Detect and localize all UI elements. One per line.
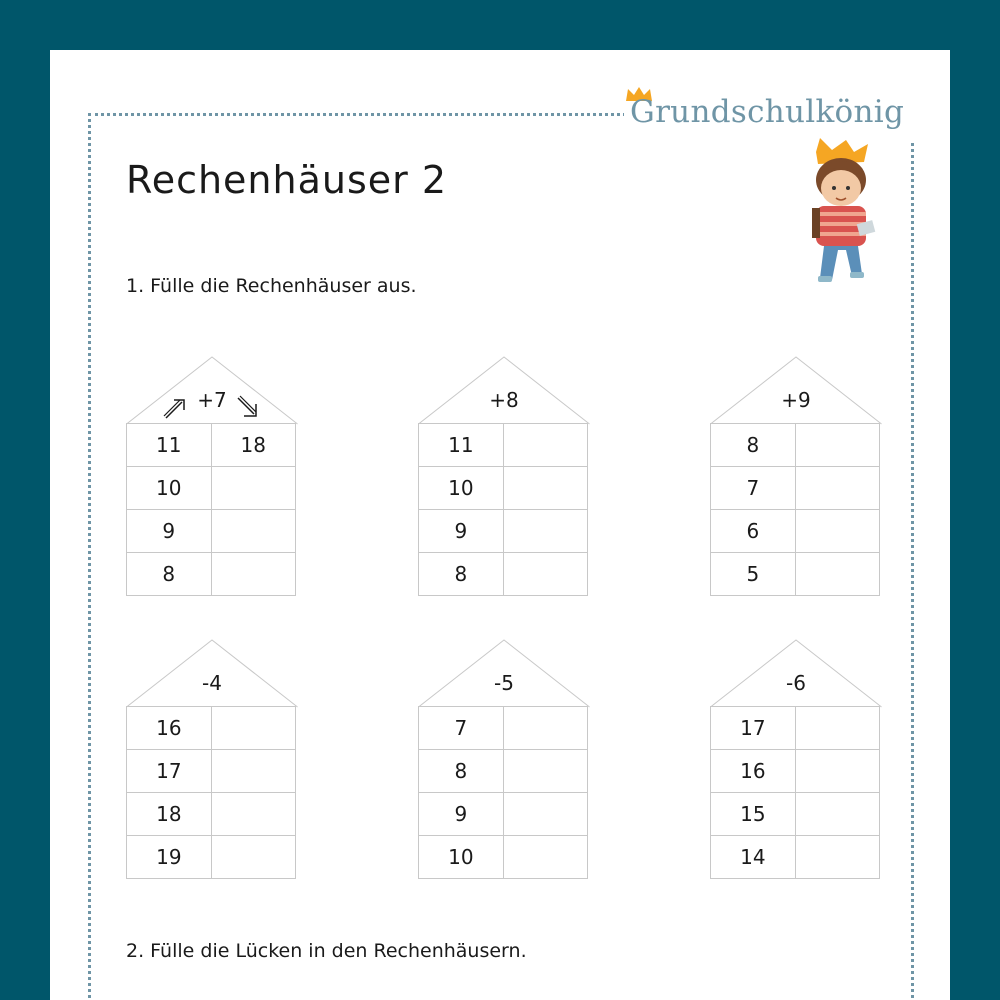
table-row [127, 707, 296, 750]
grid-cell[interactable] [211, 553, 296, 596]
grid-cell: 16 [127, 707, 212, 750]
table-row [419, 553, 588, 596]
table-row [419, 467, 588, 510]
rechenhaus-1 [126, 356, 298, 596]
table-row [127, 467, 296, 510]
grid-cell[interactable] [503, 836, 587, 879]
table-row [711, 467, 880, 510]
grid-cell[interactable] [503, 424, 587, 467]
table-row [711, 553, 880, 596]
grid-cell[interactable] [503, 707, 587, 750]
grid-cell: 10 [127, 467, 212, 510]
house-operator: -6 [786, 671, 806, 695]
house-grid [710, 423, 880, 596]
grid-cell[interactable] [503, 750, 587, 793]
worksheet-page [50, 50, 950, 1000]
table-row [127, 793, 296, 836]
table-row [127, 553, 296, 596]
rechenhaus-5 [418, 639, 590, 879]
table-row [711, 707, 880, 750]
table-row [419, 707, 588, 750]
grid-cell: 5 [711, 553, 796, 596]
grid-cell[interactable] [503, 510, 587, 553]
rechenhaus-3 [710, 356, 882, 596]
grid-cell[interactable] [211, 467, 296, 510]
rechenhaus-4 [126, 639, 298, 879]
table-row [127, 750, 296, 793]
house-grid [126, 706, 296, 879]
grid-cell: 17 [711, 707, 796, 750]
instruction-2: 2. Fülle die Lücken in den Rechenhäusern. [126, 940, 527, 962]
grid-cell[interactable] [795, 467, 879, 510]
grid-cell[interactable] [211, 750, 295, 793]
table-row [127, 510, 296, 553]
house-operator: -5 [494, 671, 514, 695]
table-row [711, 836, 880, 879]
grid-cell[interactable] [795, 510, 879, 553]
grid-cell[interactable] [503, 553, 587, 596]
grid-cell: 7 [419, 707, 504, 750]
table-row [419, 793, 588, 836]
grid-cell[interactable] [503, 793, 587, 836]
grid-cell[interactable] [795, 553, 879, 596]
house-operator: +9 [781, 388, 811, 412]
instruction-1: 1. Fülle die Rechenhäuser aus. [126, 275, 417, 297]
table-row [127, 424, 296, 467]
rechenhaus-2 [418, 356, 590, 596]
table-row [711, 793, 880, 836]
house-grid [418, 423, 588, 596]
house-operator: +7 [197, 388, 227, 412]
grid-cell[interactable] [795, 793, 879, 836]
house-operator: -4 [202, 671, 222, 695]
grid-cell: 15 [711, 793, 796, 836]
grid-cell: 17 [127, 750, 212, 793]
table-row [419, 510, 588, 553]
grid-cell: 10 [419, 467, 504, 510]
house-grid [710, 706, 880, 879]
table-row [711, 510, 880, 553]
arrow-up-right-icon [162, 394, 190, 422]
grundschulkoenig-logo [624, 90, 924, 140]
table-row [711, 424, 880, 467]
grid-cell: 8 [419, 750, 504, 793]
grid-cell[interactable] [795, 707, 879, 750]
rechenhaus-6 [710, 639, 882, 879]
grid-cell: 19 [127, 836, 212, 879]
grid-cell[interactable]: 18 [211, 424, 296, 467]
grid-cell: 18 [127, 793, 212, 836]
grid-cell: 11 [419, 424, 504, 467]
grid-cell: 9 [419, 793, 504, 836]
table-row [711, 750, 880, 793]
arrow-down-right-icon [234, 394, 262, 422]
grid-cell[interactable] [211, 836, 295, 879]
grid-cell[interactable] [795, 424, 879, 467]
grid-cell[interactable] [503, 467, 587, 510]
logo-text: Grundschulkönig [630, 94, 905, 130]
grid-cell[interactable] [211, 510, 296, 553]
house-grid [418, 706, 588, 879]
grid-cell: 9 [419, 510, 504, 553]
table-row [419, 836, 588, 879]
grid-cell: 6 [711, 510, 796, 553]
grid-cell: 14 [711, 836, 796, 879]
house-operator: +8 [489, 388, 519, 412]
grid-cell: 16 [711, 750, 796, 793]
grid-cell: 7 [711, 467, 796, 510]
page-title: Rechenhäuser 2 [126, 158, 448, 202]
grid-cell: 8 [419, 553, 504, 596]
grid-cell: 8 [127, 553, 212, 596]
grid-cell[interactable] [211, 793, 295, 836]
boy-illustration [798, 138, 888, 302]
grid-cell[interactable] [211, 707, 295, 750]
grid-cell: 8 [711, 424, 796, 467]
house-grid [126, 423, 296, 596]
grid-cell: 11 [127, 424, 212, 467]
table-row [419, 424, 588, 467]
grid-cell: 10 [419, 836, 504, 879]
table-row [127, 836, 296, 879]
grid-cell[interactable] [795, 836, 879, 879]
table-row [419, 750, 588, 793]
grid-cell: 9 [127, 510, 212, 553]
grid-cell[interactable] [795, 750, 879, 793]
